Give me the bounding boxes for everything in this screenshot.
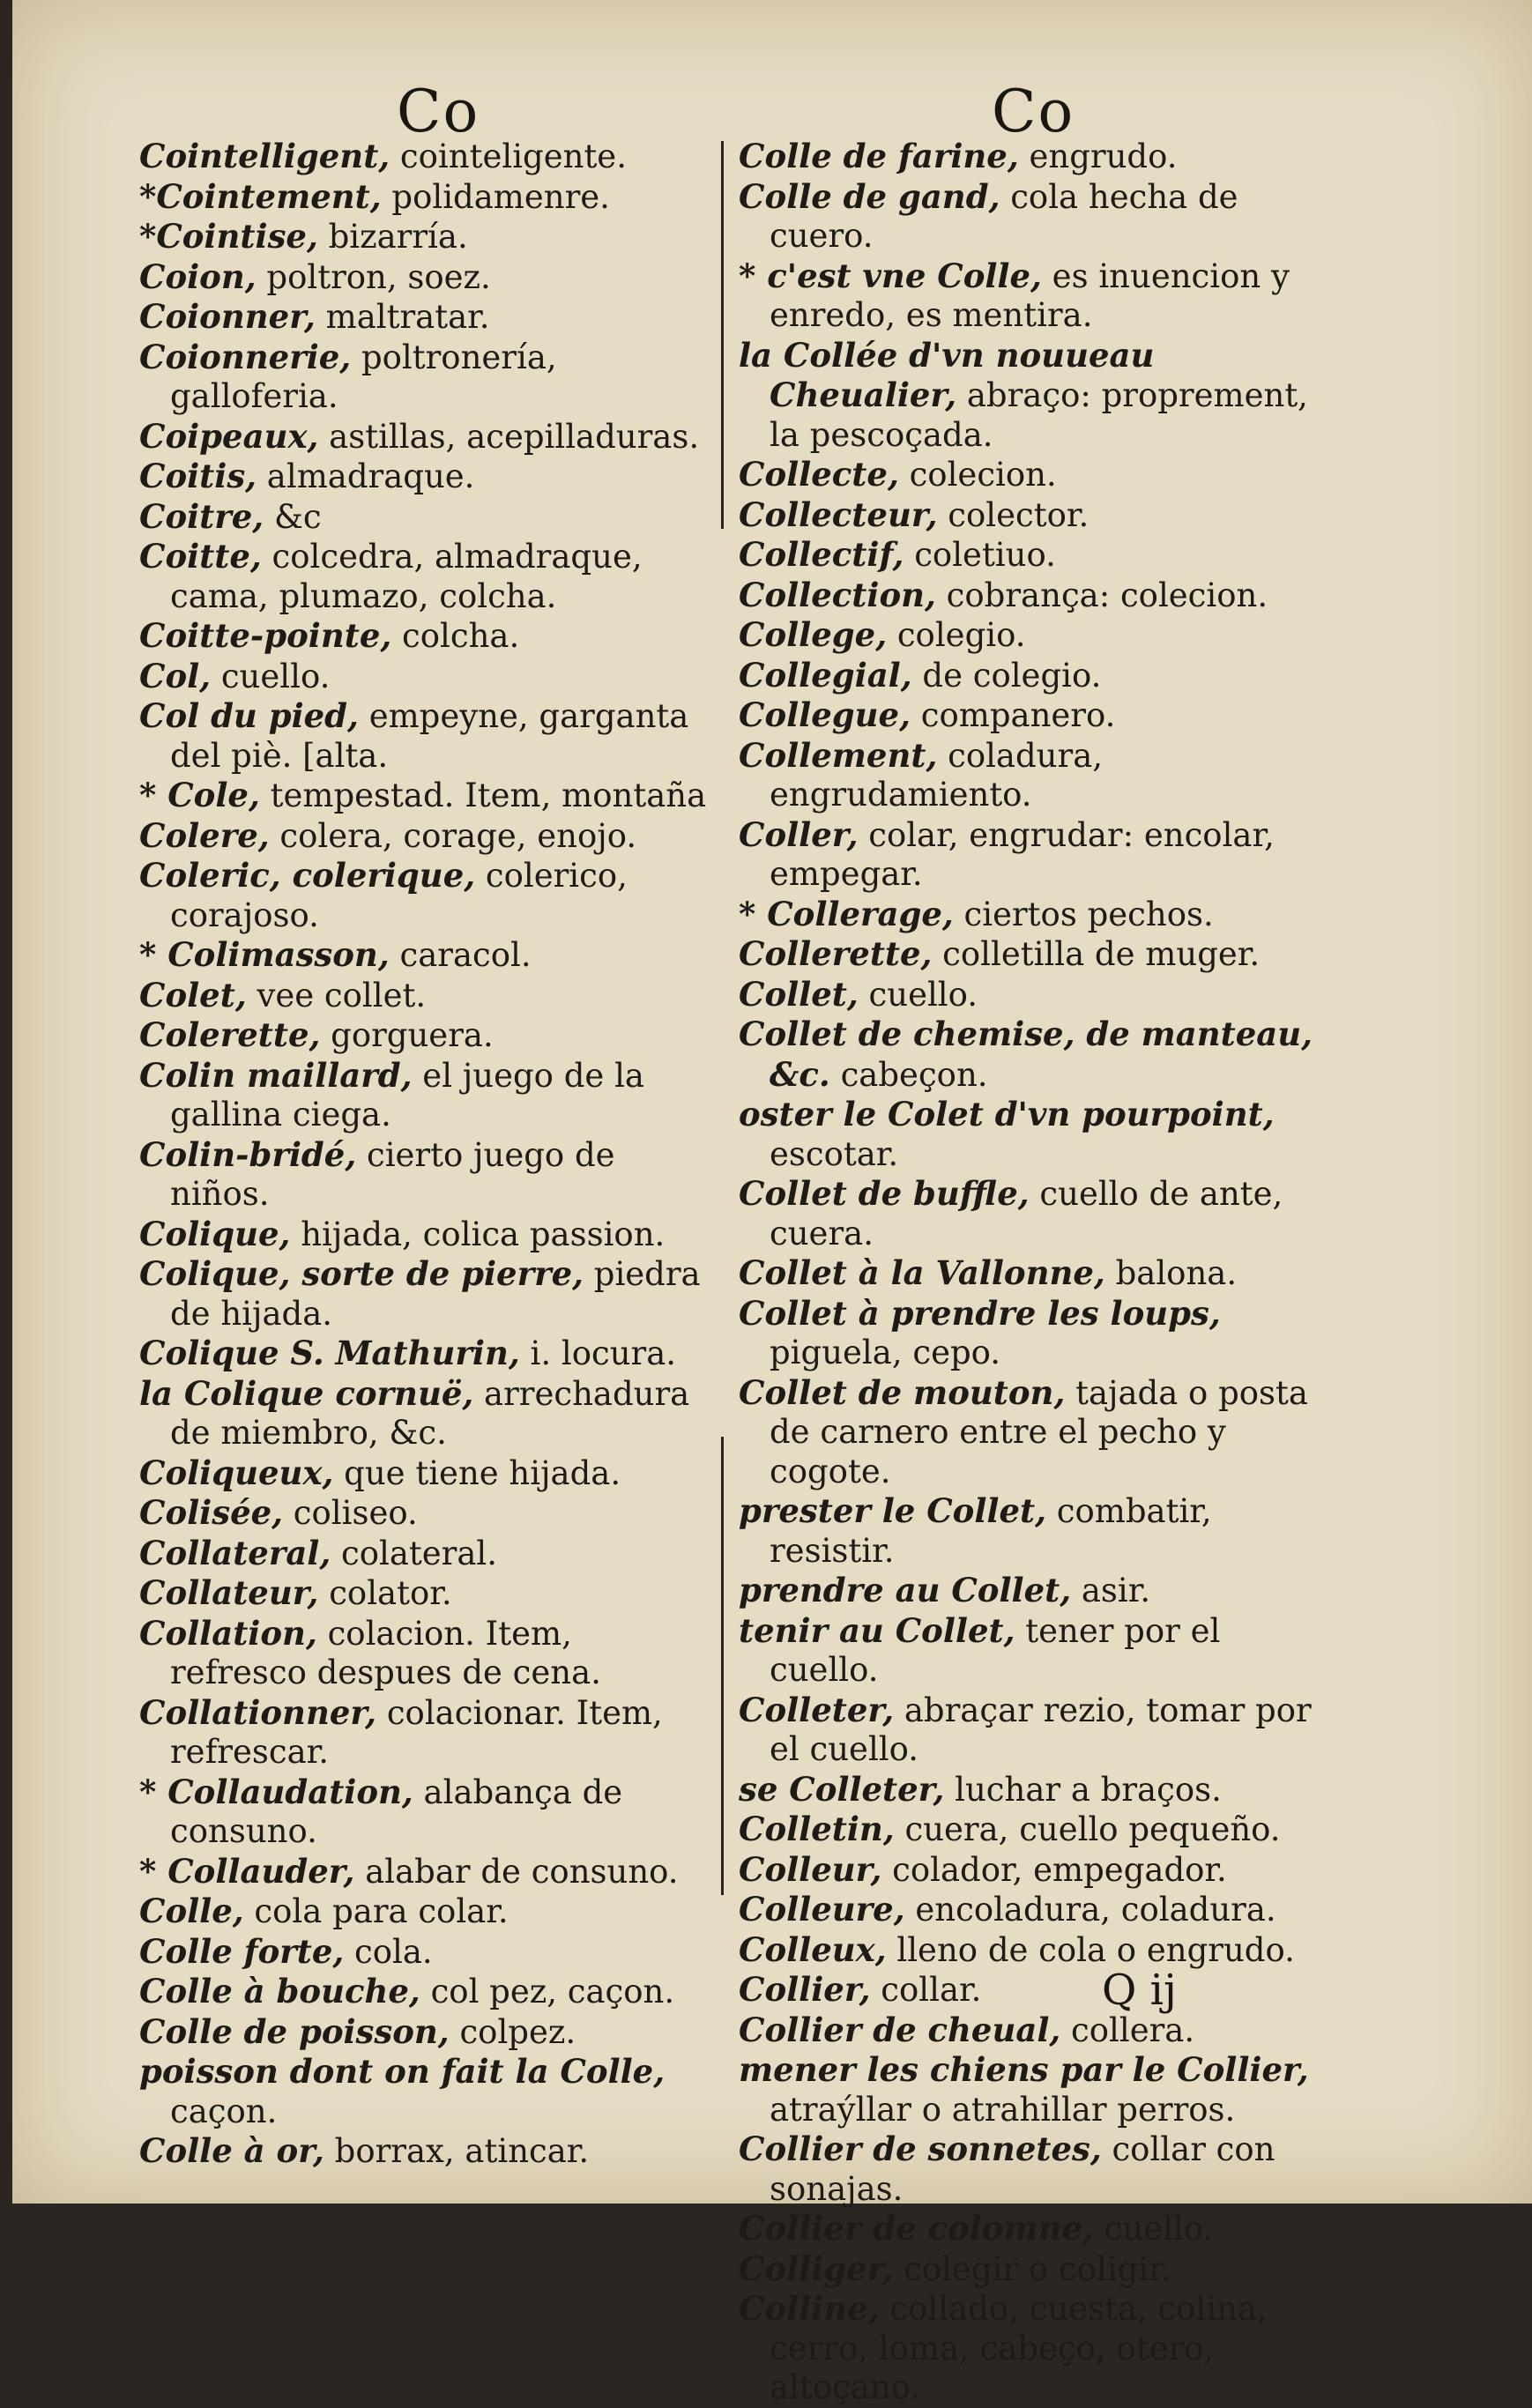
entry-headword: Colliger, <box>739 2248 894 2288</box>
dictionary-entry <box>739 975 1338 1015</box>
dictionary-entry <box>139 1573 712 1614</box>
dictionary-entry <box>139 257 712 298</box>
entry-definition: asir. <box>1071 1572 1151 1609</box>
dictionary-entry <box>739 2129 1338 2209</box>
dictionary-entry <box>139 1852 712 1892</box>
dictionary-entry <box>739 615 1338 656</box>
left-column <box>139 137 712 2172</box>
entry-headword: Collecte, <box>739 455 899 494</box>
entry-definition: empeyne, garganta del piè. [alta. <box>170 697 689 775</box>
entry-headword: Colletin, <box>739 1810 895 1848</box>
entry-headword: la Colique cornuë, <box>139 1373 474 1413</box>
entry-definition: colegir o coligir. <box>893 2249 1171 2288</box>
dictionary-entry <box>739 1373 1338 1492</box>
entry-headword: se Colleter, <box>739 1769 945 1809</box>
entry-definition: ciertos pechos. <box>953 895 1214 933</box>
entry-headword: Colin maillard, <box>139 1055 413 1095</box>
dictionary-entry <box>739 1491 1338 1571</box>
entry-headword: prester le Collet, <box>739 1491 1046 1530</box>
dictionary-entry <box>739 1930 1338 1971</box>
entry-headword: Collerette, <box>739 934 933 973</box>
dictionary-entry <box>139 1135 712 1215</box>
entry-headword: Colleux, <box>739 1929 887 1969</box>
entry-headword: Colique, sorte de pierre, <box>139 1254 584 1293</box>
entry-headword: Collier, <box>739 1970 871 2009</box>
entry-definition: caracol. <box>389 936 532 974</box>
entry-headword: Colle à bouche, <box>139 1972 420 2010</box>
entry-headword: * Collauder, <box>139 1851 355 1891</box>
entry-definition: cobrança: colecion. <box>935 576 1268 614</box>
entry-definition: i. locura. <box>519 1334 677 1372</box>
dictionary-entry <box>739 1850 1338 1891</box>
entry-definition: collar con sonajas. <box>770 2130 1275 2208</box>
dictionary-entry <box>139 1614 712 1693</box>
entry-headword: Col du pied, <box>139 696 359 735</box>
entry-definition: cuello. <box>211 657 331 695</box>
entry-definition: atraýllar o atrahillar perros. <box>770 2090 1236 2129</box>
entry-headword: Colique, <box>139 1214 291 1253</box>
dictionary-entry <box>739 656 1338 696</box>
entry-headword: tenir au Collet, <box>739 1610 1015 1650</box>
dictionary-entry <box>139 1972 712 2012</box>
dictionary-entry <box>139 217 712 257</box>
dictionary-entry <box>739 815 1338 895</box>
entry-definition: vee collet. <box>246 976 427 1014</box>
entry-definition: cola para colar. <box>243 1892 509 1930</box>
entry-headword: Collier de colomne, <box>739 2209 1094 2248</box>
dictionary-entry <box>139 1534 712 1574</box>
entry-definition: poltronería, galloferia. <box>170 338 557 415</box>
dictionary-entry <box>739 137 1338 177</box>
dictionary-entry <box>139 1254 712 1334</box>
entry-headword: Coitis, <box>139 457 257 495</box>
entry-definition: colerico, corajoso. <box>170 857 628 934</box>
entry-headword: * Collaudation, <box>139 1772 413 1811</box>
right-column-header: Co <box>992 78 1075 145</box>
entry-headword: Collier de sonnetes, <box>739 2129 1102 2168</box>
entry-definition: cuello. <box>1093 2210 1214 2248</box>
entry-headword: Collet de buffle, <box>739 1174 1030 1213</box>
entry-definition: almadraque. <box>257 457 475 495</box>
entry-definition: piguela, cepo. <box>770 1334 1001 1371</box>
entry-headword: Collecteur, <box>739 494 938 534</box>
entry-definition: que tiene hijada. <box>333 1453 621 1492</box>
entry-definition: combatir, resistir. <box>770 1492 1212 1570</box>
dictionary-entry <box>139 417 712 457</box>
dictionary-entry <box>739 1810 1338 1850</box>
dictionary-entry <box>139 1932 712 1973</box>
entry-headword: Coionner, <box>139 297 316 336</box>
entry-headword: Colere, <box>139 815 270 855</box>
entry-headword: * Collerage, <box>739 894 954 933</box>
entry-definition: colateral. <box>331 1534 498 1572</box>
dictionary-entry <box>739 455 1338 495</box>
entry-definition: collado, cuesta, colina, cerro, loma, cabeço, otero, altoçano. <box>770 2290 1268 2406</box>
entry-headword: Colline, <box>739 2289 880 2328</box>
entry-definition: bizarría. <box>317 218 468 256</box>
entry-headword: Colle de farine, <box>739 137 1019 175</box>
dictionary-entry <box>739 256 1338 336</box>
dictionary-entry <box>139 856 712 935</box>
entry-definition: colacionar. Item, refrescar. <box>170 1693 663 1771</box>
dictionary-entry <box>139 1374 712 1453</box>
entry-headword: Collegial, <box>739 655 912 695</box>
entry-definition: caçon. <box>170 2092 278 2130</box>
dictionary-entry <box>739 1770 1338 1810</box>
dictionary-entry <box>139 1493 712 1534</box>
entry-headword: la Collée d'vn nouueau Cheualier, <box>739 335 1155 414</box>
entry-definition: abraço: proprement, la pescoçada. <box>770 376 1308 454</box>
entry-headword: prendre au Collet, <box>739 1571 1072 1609</box>
dictionary-entry <box>739 1253 1338 1294</box>
dictionary-entry <box>139 457 712 497</box>
entry-definition: alabar de consuno. <box>354 1852 679 1891</box>
entry-definition: de colegio. <box>911 656 1102 695</box>
entry-definition: borrax, atincar. <box>324 2132 590 2170</box>
entry-definition: cointeligente. <box>390 137 627 175</box>
entry-definition: colpez. <box>449 2012 576 2051</box>
entry-headword: Coion, <box>139 256 257 296</box>
entry-definition: arrechadura de miembro, &c. <box>170 1374 690 1452</box>
dictionary-entry <box>739 1611 1338 1691</box>
dictionary-entry <box>139 1334 712 1374</box>
signature-mark: Q ij <box>1102 1966 1177 2015</box>
dictionary-entry <box>739 2289 1338 2408</box>
entry-definition: gorguera. <box>320 1016 494 1054</box>
dictionary-entry <box>139 137 712 177</box>
entry-definition: col pez, caçon. <box>420 1973 675 2010</box>
entry-definition: lleno de cola o engrudo. <box>886 1930 1295 1969</box>
dictionary-entry <box>739 736 1338 815</box>
dictionary-entry <box>139 2012 712 2053</box>
entry-definition: escotar. <box>770 1134 899 1173</box>
dictionary-entry <box>739 535 1338 576</box>
dictionary-entry <box>739 2249 1338 2290</box>
entry-definition: cuera, cuello pequeño. <box>894 1810 1281 1848</box>
entry-definition: astillas, acepilladuras. <box>318 417 700 456</box>
entry-definition: engrudo. <box>1018 137 1178 175</box>
dictionary-entry <box>739 934 1338 975</box>
entry-definition: collera. <box>1060 2010 1195 2049</box>
entry-headword: Colle de poisson, <box>139 2011 450 2051</box>
entry-headword: * Colimasson, <box>139 935 390 974</box>
dictionary-entry <box>139 1891 712 1932</box>
entry-headword: Collement, <box>739 735 938 775</box>
entry-headword: Collation, <box>139 1613 317 1653</box>
entry-definition: colegio. <box>887 616 1026 654</box>
entry-headword: Colique S. Mathurin, <box>139 1334 520 1372</box>
dictionary-entry <box>139 776 712 816</box>
entry-definition: coletiuo. <box>904 536 1056 574</box>
dictionary-entry <box>139 297 712 338</box>
entry-headword: Colle de gand, <box>739 176 1000 216</box>
entry-definition: cuello de ante, cuera. <box>770 1175 1283 1252</box>
entry-definition: cola hecha de cuero. <box>770 177 1238 255</box>
entry-headword: Collier de cheual, <box>739 2010 1061 2049</box>
entry-headword: Colin-bridé, <box>139 1134 357 1174</box>
entry-headword: * c'est vne Colle, <box>739 256 1042 295</box>
dictionary-entry <box>139 976 712 1016</box>
entry-headword: *Cointise, <box>139 217 318 256</box>
dictionary-entry <box>739 1294 1338 1373</box>
entry-headword: poisson dont on fait la Colle, <box>139 2052 666 2091</box>
dictionary-entry <box>739 1571 1338 1611</box>
entry-headword: Colle forte, <box>139 1931 345 1971</box>
entry-definition: coladura, engrudamiento. <box>770 736 1104 814</box>
entry-headword: Colet, <box>139 975 247 1014</box>
dictionary-entry <box>139 657 712 697</box>
dictionary-entry <box>139 497 712 538</box>
entry-headword: Coitte, <box>139 537 262 576</box>
entry-definition: balona. <box>1104 1254 1238 1292</box>
entry-headword: Coipeaux, <box>139 416 319 456</box>
entry-definition: colecion. <box>898 456 1057 494</box>
dictionary-entry <box>139 1453 712 1494</box>
entry-headword: Colisée, <box>139 1493 284 1532</box>
entry-definition: piedra de hijada. <box>170 1255 701 1333</box>
entry-definition: colator. <box>318 1574 452 1612</box>
dictionary-entry <box>739 1691 1338 1770</box>
entry-definition: colera, corage, enojo. <box>269 816 637 855</box>
entry-headword: Colleure, <box>739 1890 905 1929</box>
entry-definition: &c <box>264 497 322 536</box>
dictionary-entry <box>739 695 1338 736</box>
entry-headword: Collateral, <box>139 1533 331 1572</box>
entry-headword: oster le Colet d'vn pourpoint, <box>739 1095 1275 1133</box>
entry-headword: Collateur, <box>139 1573 319 1612</box>
dictionary-entry <box>139 338 712 417</box>
entry-definition: alabança de consuno. <box>170 1773 623 1850</box>
entry-definition: colletilla de muger. <box>932 935 1261 973</box>
dictionary-entry <box>139 696 712 776</box>
dictionary-entry <box>139 1056 712 1135</box>
entry-headword: * Cole, <box>139 776 260 814</box>
dictionary-entry <box>739 177 1338 256</box>
dictionary-entry <box>739 336 1338 456</box>
entry-headword: Coller, <box>739 814 859 854</box>
dictionary-entry <box>139 2052 712 2131</box>
entry-headword: Coitte-pointe, <box>139 616 392 655</box>
entry-headword: Cointelligent, <box>139 137 390 175</box>
dictionary-entry <box>139 1773 712 1852</box>
dictionary-entry <box>739 1014 1338 1095</box>
entry-headword: mener les chiens par le Collier, <box>739 2050 1309 2089</box>
entry-definition: tajada o posta de carnero entre el pecho y cogote. <box>770 1373 1308 1490</box>
entry-definition: colar, engrudar: encolar, empegar. <box>770 815 1275 893</box>
dictionary-entry <box>739 2209 1338 2249</box>
entry-headword: Coliqueux, <box>139 1453 334 1492</box>
dictionary-entry <box>739 2050 1338 2129</box>
entry-headword: Collegue, <box>739 695 911 734</box>
entry-definition: poltron, soez. <box>256 257 491 296</box>
entry-headword: Collectif, <box>739 535 904 574</box>
entry-definition: tempestad. Item, montaña <box>259 777 707 814</box>
entry-headword: *Cointement, <box>139 176 382 216</box>
entry-headword: Colerette, <box>139 1015 321 1054</box>
entry-headword: Coitre, <box>139 496 264 536</box>
entry-headword: Colleter, <box>739 1690 895 1729</box>
entry-definition: colador, empegador. <box>881 1850 1227 1889</box>
entry-headword: Colle, <box>139 1891 244 1930</box>
entry-definition: luchar a braços. <box>944 1770 1222 1809</box>
dictionary-entry <box>139 2131 712 2172</box>
entry-definition: cierto juego de niños. <box>170 1135 615 1213</box>
entry-definition: coliseo. <box>283 1494 418 1532</box>
entry-headword: Col, <box>139 656 212 695</box>
entry-definition: polidamenre. <box>381 177 610 216</box>
dictionary-entry <box>739 576 1338 616</box>
dictionary-entry <box>139 177 712 218</box>
entry-headword: Collet de chemise, de manteau, &c. <box>739 1014 1313 1094</box>
entry-headword: Collet, <box>739 974 859 1014</box>
dictionary-entry <box>739 1174 1338 1253</box>
entry-definition: es inuencion y enredo, es mentira. <box>770 256 1290 334</box>
entry-definition: companero. <box>910 696 1116 734</box>
column-divider-top <box>721 141 724 529</box>
dictionary-entry <box>139 1015 712 1056</box>
entry-definition: cuello. <box>858 975 978 1014</box>
dictionary-entry <box>739 1095 1338 1174</box>
entry-headword: College, <box>739 615 888 654</box>
left-column-header: Co <box>397 78 480 145</box>
entry-headword: Collet de mouton, <box>739 1372 1066 1412</box>
dictionary-entry <box>739 1970 1338 2010</box>
entry-definition: el juego de la gallina ciega. <box>170 1056 644 1133</box>
entry-definition: maltratar. <box>315 298 490 336</box>
entry-definition: tener por el cuello. <box>770 1611 1221 1689</box>
entry-definition: cabeçon. <box>829 1055 988 1094</box>
dictionary-entry <box>739 895 1338 935</box>
entry-definition: cola. <box>344 1932 433 1971</box>
entry-headword: Coionnerie, <box>139 337 352 376</box>
entry-headword: Collet à prendre les loups, <box>739 1293 1221 1333</box>
entry-definition: encoladura, coladura. <box>904 1891 1276 1929</box>
entry-headword: Colleur, <box>739 1849 882 1889</box>
column-divider-bottom <box>721 1437 724 1895</box>
entry-definition: collar. <box>870 1971 982 2009</box>
entry-definition: colcedra, almadraque, cama, plumazo, colcha. <box>170 538 643 615</box>
dictionary-entry <box>739 2010 1338 2051</box>
entry-headword: Collationner, <box>139 1692 377 1732</box>
right-column <box>739 137 1338 2408</box>
entry-definition: hijada, colica passion. <box>290 1215 666 1253</box>
dictionary-entry <box>139 1215 712 1255</box>
entry-headword: Colle à or, <box>139 2131 324 2170</box>
entry-headword: Coleric, colerique, <box>139 856 476 895</box>
dictionary-entry <box>139 816 712 857</box>
entry-definition: colacion. Item, refresco despues de cena. <box>170 1614 601 1691</box>
entry-headword: Collet à la Vallonne, <box>739 1253 1105 1292</box>
entry-headword: Collection, <box>739 575 936 614</box>
entry-definition: colector. <box>937 495 1090 534</box>
entry-definition: colcha. <box>391 617 520 655</box>
dictionary-entry <box>739 1890 1338 1930</box>
dictionary-entry <box>139 1693 712 1773</box>
entry-definition: abraçar rezio, tomar por el cuello. <box>770 1691 1312 1768</box>
dictionary-entry <box>139 537 712 616</box>
dictionary-entry <box>139 935 712 976</box>
dictionary-entry <box>139 616 712 657</box>
dictionary-entry <box>739 495 1338 536</box>
